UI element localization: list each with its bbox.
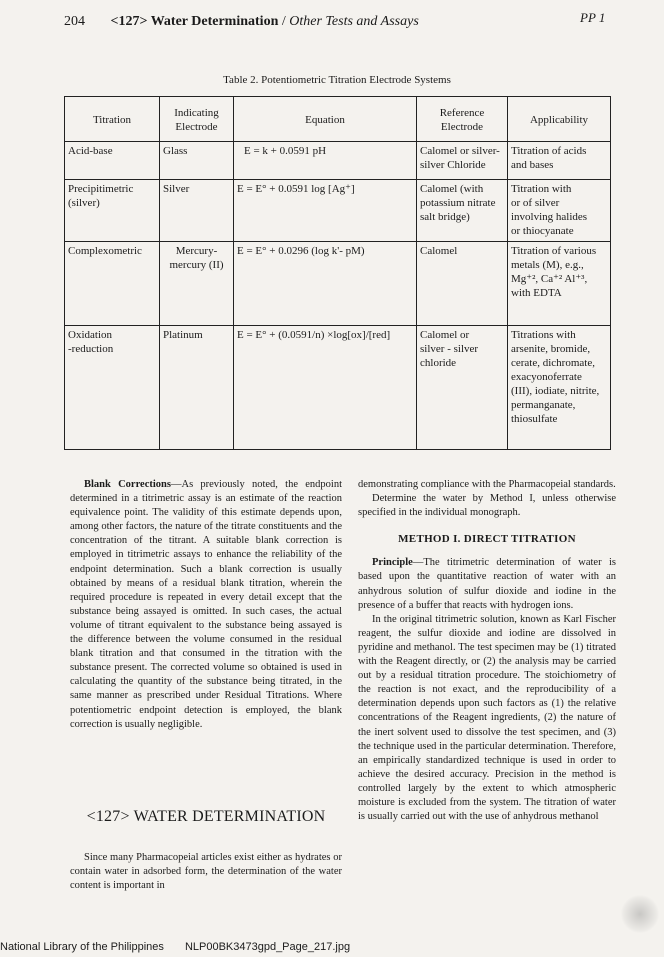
cell-line: silver - silver xyxy=(420,343,479,355)
water-determination-heading: <127> WATER DETERMINATION xyxy=(86,808,326,825)
cell-line: Titration of acids xyxy=(511,145,587,157)
cell-line: Titrations with xyxy=(511,329,576,341)
table-row xyxy=(65,142,611,180)
electrode-systems-table xyxy=(64,96,611,450)
cell-line: arsenite, bromide, xyxy=(511,343,591,355)
left-column xyxy=(70,478,342,732)
principle-paragraph xyxy=(358,556,616,612)
cell-line: Mg⁺², Ca⁺² Al⁺³, xyxy=(511,273,588,285)
table-cell-reference xyxy=(417,142,508,180)
table-caption: Table 2. Potentiometric Titration Electrode Systems xyxy=(223,74,451,86)
col-header-applicability: Applicability xyxy=(508,97,611,142)
table-cell-electrode xyxy=(160,180,234,242)
scan-smudge xyxy=(620,895,660,933)
table-cell-titration xyxy=(65,180,160,242)
cell-line: metals (M), e.g., xyxy=(511,259,584,271)
cell-line: Mercury- xyxy=(175,245,218,257)
page-number: 204 xyxy=(64,14,85,29)
col-header-reference: Reference Electrode xyxy=(417,97,508,142)
cell-line: Precipitimetric xyxy=(68,183,134,195)
header-separator: / xyxy=(281,14,286,29)
table-cell-reference xyxy=(417,242,508,326)
cell-line: or of silver xyxy=(511,197,560,209)
cell-line: E = E° + 0.0296 (log k'- pM) xyxy=(237,245,365,257)
col-header-titration: Titration xyxy=(65,97,160,142)
cell-line: cerate, dichromate, xyxy=(511,357,595,369)
col-header-electrode: Indicating Electrode xyxy=(160,97,234,142)
table-cell-applicability xyxy=(508,242,611,326)
cell-line: silver Chloride xyxy=(420,159,486,171)
cell-line: -reduction xyxy=(68,343,114,355)
blank-corrections-text: —As previously noted, the endpoint determined in a titrimetric assay is an estimate of the reaction equivalence point. The validity of this estimate depends upon, among other factors, the nature of the titrate constituents and the concentration of the titrant. A suitable blank correction is employed in titrimetric assays to enhance the reliability of the endpoint determination. Such a blank correction is usually obtained by means of a residual blank titration, wherein the required procedure is repeated in every detail except that the substance being assayed is omitted. In such cases, the actual volume of titrant equivalent to the substance being assayed is the difference between the volume consumed in the residual blank titration and that consumed in the titration with the substance present. The corrected volume so obtained is used in calculating the quantity of the substance being titrated, in the same manner as prescribed under Residual Titrations. Where potentiometric endpoint detection is employed, the blank correction is usually negligible. xyxy=(70,479,342,730)
cell-line: Titration of various xyxy=(511,245,597,257)
cell-line: Calomel or xyxy=(420,329,470,341)
cell-line: thiosulfate xyxy=(511,413,558,425)
table-cell-reference xyxy=(417,326,508,450)
table-cell-applicability xyxy=(508,142,611,180)
cell-line: E = E° + (0.0591/n) ×log[ox]/[red] xyxy=(237,329,391,341)
cell-line: and bases xyxy=(511,159,554,171)
method-note-paragraph: Determine the water by Method I, unless otherwise specified in the individual monograph. xyxy=(358,493,616,519)
chapter-title: <127> Water Determination xyxy=(110,14,279,29)
table-cell-reference xyxy=(417,180,508,242)
table-cell-titration xyxy=(65,326,160,450)
compliance-paragraph: demonstrating compliance with the Pharmacopeial standards. xyxy=(358,479,616,490)
table-cell-titration xyxy=(65,242,160,326)
table-cell-equation xyxy=(234,180,417,242)
table-cell-applicability xyxy=(508,180,611,242)
cell-line: Complexometric xyxy=(68,245,142,257)
cell-line: E = E° + 0.0591 log [Ag⁺] xyxy=(237,183,355,195)
table-row xyxy=(65,242,611,326)
cell-line: permanganate, xyxy=(511,399,576,411)
table-cell-electrode xyxy=(160,242,234,326)
blank-corrections-paragraph xyxy=(70,478,342,732)
cell-line: Titration with xyxy=(511,183,572,195)
section-title: Other Tests and Assays xyxy=(289,14,419,29)
table-cell-equation xyxy=(234,242,417,326)
cell-line: chloride xyxy=(420,357,457,369)
table-cell-electrode xyxy=(160,326,234,450)
right-column xyxy=(358,478,616,824)
cell-line: mercury (II) xyxy=(169,259,224,271)
table-cell-electrode xyxy=(160,142,234,180)
library-credit: National Library of the Philippines xyxy=(0,941,164,953)
intro-paragraph: Since many Pharmacopeial articles exist either as hydrates or contain water in adsorbed form, the determination of the water content is important in xyxy=(70,852,342,892)
running-header xyxy=(64,14,419,30)
blank-corrections-runin: Blank Corrections xyxy=(84,479,171,490)
table-cell-equation xyxy=(234,326,417,450)
cell-line: E = k + 0.0591 pH xyxy=(244,145,327,157)
cell-line: (silver) xyxy=(68,197,100,209)
table-cell-equation xyxy=(234,142,417,180)
cell-line: Calomel or silver- xyxy=(420,145,500,157)
cell-line: exacyonoferrate xyxy=(511,371,582,383)
table-header-row xyxy=(65,97,611,142)
cell-line: Calomel xyxy=(420,245,458,257)
cell-line: potassium nitrate xyxy=(420,197,496,209)
karl-fischer-paragraph: In the original titrimetric solution, known as Karl Fischer reagent, the sulfur dioxide and iodine are dissolved in pyridine and methanol. The test specimen may be (1) titrated with the Reagent directly, or (2) the analysis may be carried out by a residual titration procedure. The stoichiometry of the reaction is not exact, and the reproducibility of a determination depends upon such factors as (1) the relative concentrations of the Reagent ingredients, (2) the nature of the inert solvent used to dissolve the test specimen, and (3) the technique used in the particular determination. Therefore, an empirically standardized technique is used in order to achieve the desired accuracy. Precision in the method is controlled largely by the extent to which atmospheric moisture is excluded from the system. The titration of water is usually carried out with the use of anhydrous methanol xyxy=(358,613,616,823)
table-row xyxy=(65,180,611,242)
table-row xyxy=(65,326,611,450)
table-cell-applicability xyxy=(508,326,611,450)
principle-text: —The titrimetric determination of water is based upon the quantitative reaction of water with an anhydrous solution of sulfur dioxide and iodine in the presence of a buffer that reacts with hydrogen ions. xyxy=(358,557,616,611)
cell-line: with EDTA xyxy=(511,287,562,299)
cell-line: Calomel (with xyxy=(420,183,484,195)
scan-filename: NLP00BK3473gpd_Page_217.jpg xyxy=(184,941,351,953)
scan-footer xyxy=(0,941,350,953)
cell-line: or thiocyanate xyxy=(511,225,574,237)
table-cell-titration xyxy=(65,142,160,180)
page-mark: PP 1 xyxy=(580,10,606,25)
cell-line: Glass xyxy=(163,145,188,157)
cell-line: (III), iodiate, nitrite, xyxy=(511,385,600,397)
cell-line: Oxidation xyxy=(68,329,112,341)
col-header-equation: Equation xyxy=(234,97,417,142)
cell-line: Silver xyxy=(163,183,190,195)
method-heading: METHOD I. DIRECT TITRATION xyxy=(398,533,576,546)
principle-runin: Principle xyxy=(372,557,413,569)
cell-line: Acid-base xyxy=(68,145,113,157)
cell-line: salt bridge) xyxy=(420,211,470,223)
cell-line: involving halides xyxy=(511,211,588,223)
cell-line: Platinum xyxy=(163,329,203,341)
